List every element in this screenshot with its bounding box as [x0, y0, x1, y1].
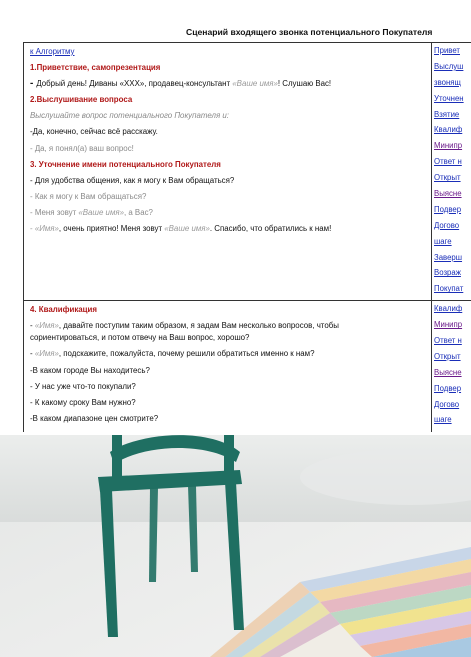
side-nav-link[interactable]: Догово	[434, 220, 460, 230]
back-to-algorithm-link[interactable]: к Алгоритму	[30, 47, 75, 56]
script-line: - К какому сроку Вам нужно?	[30, 397, 136, 407]
side-nav-link[interactable]: Возраж	[434, 268, 461, 278]
placeholder-name: «Ваше имя»	[164, 224, 210, 234]
heading-name-clarification: 3. Уточнение имени потенциального Покупателя	[30, 159, 221, 169]
text: , а Вас?	[123, 207, 153, 217]
greeting-line	[30, 79, 431, 89]
side-nav-link[interactable]: Выясне	[434, 367, 462, 377]
placeholder-name: «Имя»	[34, 321, 59, 331]
side-nav-link[interactable]: Догово	[434, 399, 460, 409]
dash: -	[30, 78, 34, 90]
side-nav-link[interactable]: Ответ н	[434, 336, 462, 346]
script-line	[30, 208, 431, 218]
side-nav-link[interactable]: Квалиф	[434, 125, 463, 135]
section-cell	[24, 43, 432, 301]
script-line: сориентироваться, и потом отвечу на Ваш вопрос, хорошо?	[30, 333, 250, 343]
side-nav-link[interactable]: Выясне	[434, 189, 462, 199]
side-nav-link[interactable]: шаге	[434, 236, 452, 246]
side-nav-link[interactable]: Покупат	[434, 284, 464, 294]
text: Добрый день! Диваны «ХХХ», продавец-консультант	[36, 79, 233, 89]
text: . Спасибо, что обратились к нам!	[209, 224, 332, 234]
script-line	[30, 224, 431, 234]
placeholder-name: «Имя»	[34, 349, 59, 359]
script-line: - Да, я понял(а) ваш вопрос!	[30, 143, 134, 153]
side-nav-link[interactable]: Квалиф	[434, 304, 463, 314]
text: , подскажите, пожалуйста, почему решили обратиться именно к нам?	[58, 349, 315, 359]
side-nav-link[interactable]: Открыт	[434, 351, 461, 361]
placeholder-name: «Ваше имя»	[78, 207, 124, 217]
script-line	[30, 349, 431, 359]
page-title: Сценарий входящего звонка потенциального Покупателя	[186, 27, 433, 37]
side-nav-link[interactable]: Уточнен	[434, 93, 464, 103]
text: - Меня зовут	[30, 207, 79, 217]
placeholder-name: «Ваше имя»	[232, 79, 278, 89]
side-nav-link[interactable]: Взятие	[434, 109, 460, 119]
table-row	[24, 43, 471, 301]
room-photo	[0, 432, 471, 657]
script-line	[30, 321, 431, 331]
script-line: -В каком городе Вы находитесь?	[30, 365, 150, 375]
script-line: - У нас уже что-то покупали?	[30, 381, 136, 391]
instruction-note: Выслушайте вопрос потенциального Покупателя и:	[30, 111, 229, 121]
photo-illustration	[0, 432, 471, 657]
heading-greeting: 1.Приветствие, самопрезентация	[30, 63, 161, 73]
script-table	[23, 42, 471, 465]
text: , очень приятно! Меня зовут	[58, 224, 165, 234]
side-nav-link[interactable]: Ответ н	[434, 157, 462, 167]
side-nav-link[interactable]: Привет	[434, 46, 460, 55]
side-nav-link[interactable]: Минипр	[434, 320, 463, 330]
text: -	[30, 321, 35, 331]
side-nav-link[interactable]: Подвер	[434, 204, 462, 214]
text: -	[30, 349, 35, 359]
side-nav-link[interactable]: Минипр	[434, 141, 463, 151]
side-nav-link[interactable]: звонящ	[434, 77, 461, 87]
side-links-cell	[432, 43, 471, 301]
side-nav-link[interactable]: Заверш	[434, 252, 463, 262]
side-nav-link[interactable]: Подвер	[434, 383, 462, 393]
side-nav-link[interactable]: Открыт	[434, 173, 461, 183]
heading-qualification: 4. Квалификация	[30, 305, 97, 315]
side-nav-link[interactable]: шаге	[434, 415, 452, 425]
script-line: - Как я могу к Вам обращаться?	[30, 191, 147, 201]
script-line: -В каком диапазоне цен смотрите?	[30, 413, 159, 423]
heading-listening: 2.Выслушивание вопроса	[30, 95, 133, 105]
text: -	[30, 224, 35, 234]
placeholder-name: «Имя»	[34, 224, 59, 234]
script-line: - Для удобства общения, как я могу к Вам обращаться?	[30, 175, 235, 185]
side-nav-link[interactable]: Выслуш	[434, 61, 464, 71]
text: , давайте поступим таким образом, я задам Вам несколько вопросов, чтобы	[58, 321, 339, 331]
script-line: -Да, конечно, сейчас всё расскажу.	[30, 127, 158, 137]
text: ! Слушаю Вас!	[277, 79, 332, 89]
